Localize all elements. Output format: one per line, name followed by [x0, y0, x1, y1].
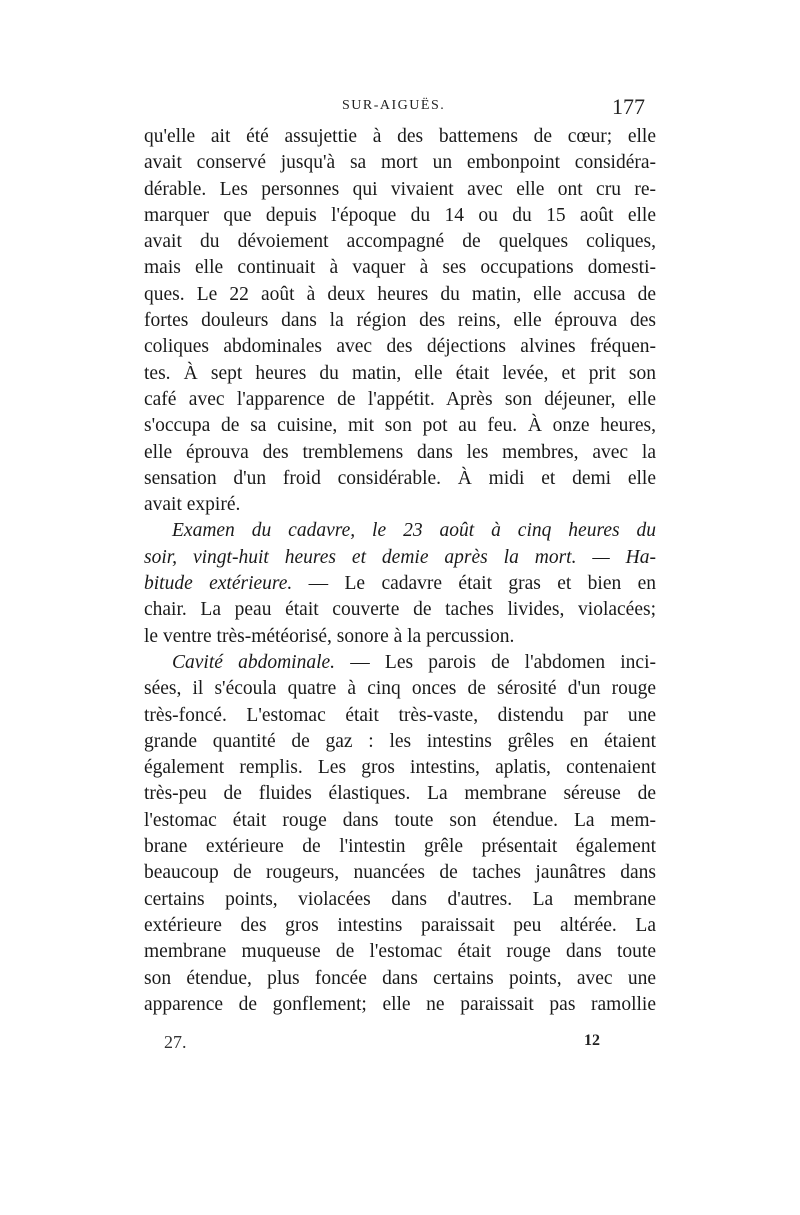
text-line: avait du dévoiement accompagné de quelques coliques, — [144, 231, 656, 253]
text-line: ques. Le 22 août à deux heures du matin, elle accusa de — [144, 283, 656, 305]
text-line: l'estomac était rouge dans toute son étendue. La mem- — [144, 809, 656, 831]
section-heading-line: Examen du cadavre, le 23 août à cinq heures du — [172, 520, 656, 542]
text-line: marquer que depuis l'époque du 14 ou du 15 août elle — [144, 204, 656, 226]
running-head: SUR-AIGUËS. — [342, 98, 446, 113]
text-line: fortes douleurs dans la région des reins, elle éprouva des — [144, 310, 656, 332]
text-line: beaucoup de rougeurs, nuancées de taches jaunâtres dans — [144, 862, 656, 884]
text-line: son étendue, plus foncée dans certains points, avec une — [144, 967, 656, 989]
text-line: café avec l'apparence de l'appétit. Après son déjeuner, elle — [144, 388, 656, 410]
text-line: dérable. Les personnes qui vivaient avec elle ont cru re- — [144, 178, 656, 200]
text-line: brane extérieure de l'intestin grêle présentait également — [144, 836, 656, 858]
text-line: très-foncé. L'estomac était très-vaste, distendu par une — [144, 704, 656, 726]
text-line: avait conservé jusqu'à sa mort un embonpoint considéra- — [144, 152, 656, 174]
text-line: qu'elle ait été assujettie à des battemens de cœur; elle — [144, 126, 656, 147]
text-line: très-peu de fluides élastiques. La membrane séreuse de — [144, 783, 656, 805]
section-heading-line: soir, vingt-huit heures et demie après la mort. — Ha- — [144, 546, 656, 568]
text-line: le ventre très-météorisé, sonore à la percussion. — [144, 625, 515, 647]
text-line: certains points, violacées dans d'autres. La membrane — [144, 888, 656, 910]
text-line: Cavité abdominale. — Les parois de l'abdomen inci- — [172, 651, 657, 673]
text-line: elle éprouva des tremblemens dans les membres, avec la — [144, 441, 656, 463]
text-line: coliques abdominales avec des déjections alvines fréquen- — [144, 336, 656, 358]
signature-mark: 27. — [164, 1032, 187, 1052]
text-line: bitude extérieure. — Le cadavre était gras et bien en — [144, 573, 656, 595]
text-line: sées, il s'écoula quatre à cinq onces de sérosité d'un rouge — [144, 678, 656, 700]
page-number: 177 — [612, 94, 645, 119]
text-line: s'occupa de sa cuisine, mit son pot au feu. À onze heures, — [144, 415, 656, 437]
text-line: grande quantité de gaz : les intestins grêles en étaient — [144, 730, 656, 752]
text-line: extérieure des gros intestins paraissait peu altérée. La — [144, 914, 656, 936]
text-line: apparence de gonflement; elle ne paraissait pas ramollie — [144, 993, 656, 1015]
text-line: tes. À sept heures du matin, elle était levée, et prit son — [144, 362, 656, 384]
text-line: avait expiré. — [144, 494, 241, 516]
folio-number: 12 — [584, 1032, 600, 1049]
text-line: également remplis. Les gros intestins, aplatis, contenaient — [144, 757, 656, 779]
text-line: mais elle continuait à vaquer à ses occupations domesti- — [144, 257, 656, 279]
body-text — [144, 124, 656, 1018]
text-line: membrane muqueuse de l'estomac était rouge dans toute — [144, 941, 656, 963]
text-line: sensation d'un froid considérable. À midi et demi elle — [144, 467, 656, 489]
text-line: chair. La peau était couverte de taches livides, violacées; — [144, 599, 656, 621]
